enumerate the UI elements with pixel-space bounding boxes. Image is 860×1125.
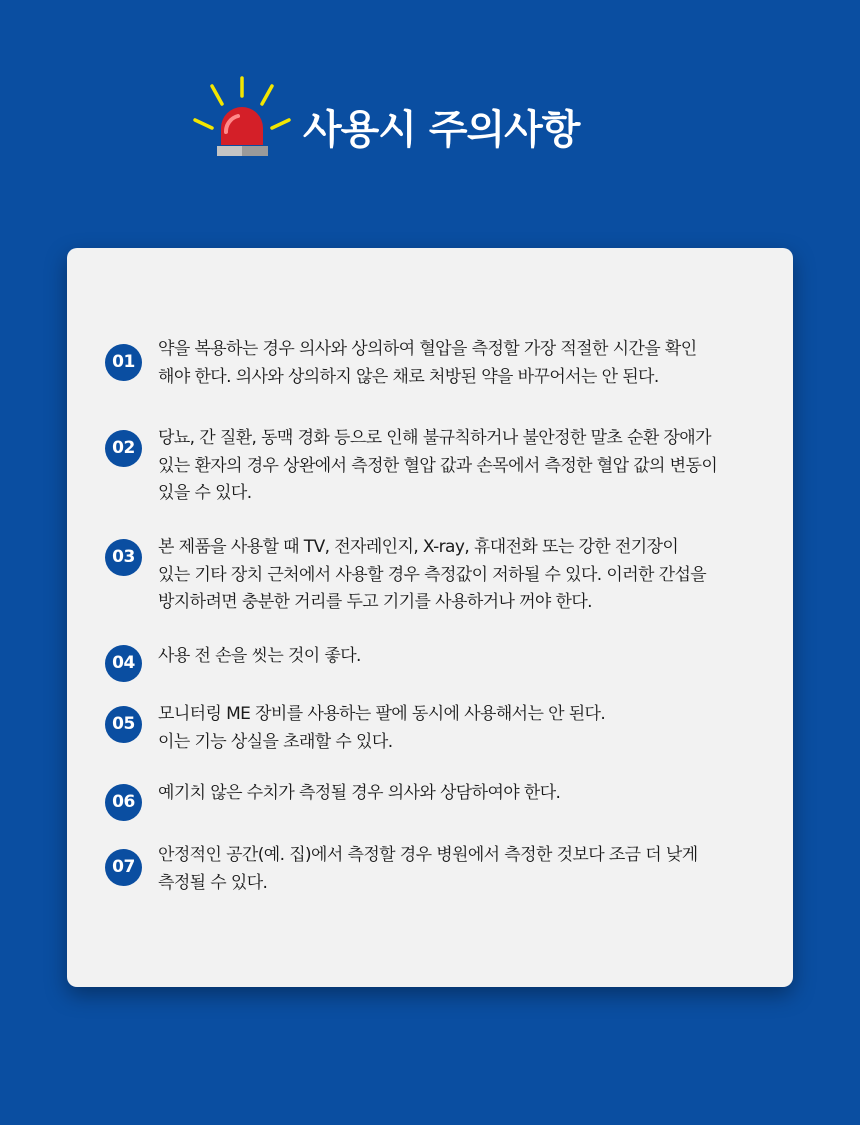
item-number-badge: 04 [105, 645, 142, 682]
item-number-badge: 01 [105, 344, 142, 381]
siren-icon [192, 74, 296, 164]
item-number-badge: 05 [105, 706, 142, 743]
item-text: 안정적인 공간(예. 집)에서 측정할 경우 병원에서 측정한 것보다 조금 더 낮게 측정될 수 있다. [158, 845, 698, 893]
item-number-badge: 07 [105, 849, 142, 886]
item-text: 약을 복용하는 경우 의사와 상의하여 혈압을 측정할 가장 적절한 시간을 확인 해야 한다. 의사와 상의하지 않은 채로 처방된 약을 바꾸어서는 안 된다. [158, 339, 697, 387]
item-number-badge: 03 [105, 539, 142, 576]
item-number-badge: 02 [105, 430, 142, 467]
item-number-badge: 06 [105, 784, 142, 821]
item-text: 사용 전 손을 씻는 것이 좋다. [158, 646, 361, 666]
page-title: 사용시 주의사항 [303, 107, 580, 153]
precautions-card [67, 248, 793, 987]
item-text: 모니터링 ME 장비를 사용하는 팔에 동시에 사용해서는 안 된다. 이는 기능 상실을 초래할 수 있다. [158, 704, 606, 752]
item-text: 예기치 않은 수치가 측정될 경우 의사와 상담하여야 한다. [158, 783, 561, 803]
item-text: 당뇨, 간 질환, 동맥 경화 등으로 인해 불규칙하거나 불안정한 말초 순환 장애가 있는 환자의 경우 상완에서 측정한 혈압 값과 손목에서 측정한 혈압 값의 변동이 있을 수 있다. [158, 428, 718, 503]
header [0, 70, 860, 170]
item-text: 본 제품을 사용할 때 TV, 전자레인지, X-ray, 휴대전화 또는 강한 전기장이 있는 기타 장치 근처에서 사용할 경우 측정값이 저하될 수 있다. 이러한 간섭을 방지하려면 충분한 거리를 두고 기기를 사용하거나 꺼야 한다. [158, 537, 707, 612]
